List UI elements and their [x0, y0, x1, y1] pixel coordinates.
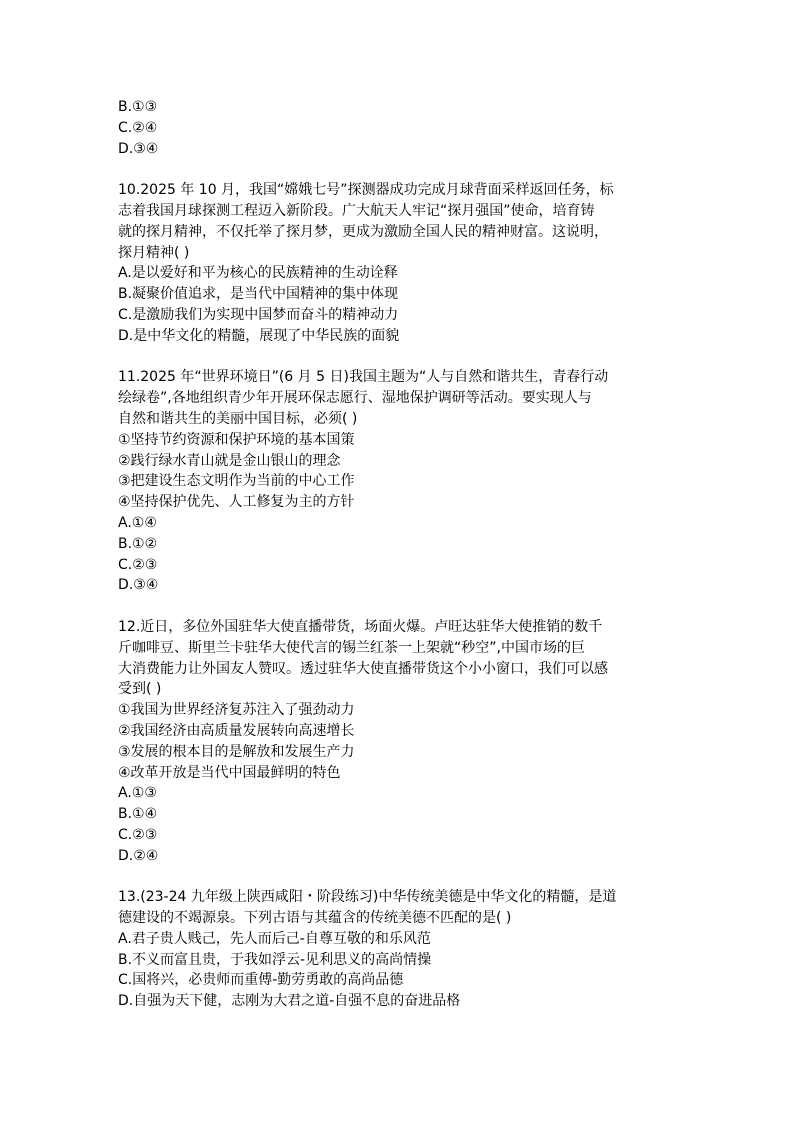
option-d: D.③④	[118, 577, 159, 594]
question-stem-line: 自然和谐共生的美丽中国目标，必须( )	[118, 410, 358, 427]
statement-item: ①坚持节约资源和保护环境的基本国策	[118, 431, 355, 448]
option-d: D.是中华文化的精髓，展现了中华民族的面貌	[118, 327, 400, 344]
statement-item: ①我国为世界经济复苏注入了强劲动力	[118, 702, 355, 719]
question-stem-line: 斤咖啡豆、斯里兰卡驻华大使代言的锡兰红茶一上架就“秒空”,中国市场的巨	[118, 639, 585, 656]
question-stem-line: 德建设的不竭源泉。下列古语与其蕴含的传统美德不匹配的是( )	[118, 910, 512, 927]
option-b: B.①②	[118, 535, 158, 552]
option-b: B.不义而富且贵，于我如浮云-见利思义的高尚情操	[118, 951, 432, 968]
option-c: C.②④	[118, 119, 158, 136]
question-stem-line: 志着我国月球探测工程迈入新阶段。广大航天人牢记“探月强国”使命，培育铸	[118, 202, 595, 219]
option-c: C.国将兴，必贵师而重傅-勤劳勇敢的高尚品德	[118, 972, 404, 989]
statement-item: ③发展的根本目的是解放和发展生产力	[118, 743, 355, 760]
question-stem-line: 12.近日，多位外国驻华大使直播带货，场面火爆。卢旺达驻华大使推销的数千	[118, 618, 603, 635]
question-10	[118, 180, 688, 346]
option-a: A.是以爱好和平为核心的民族精神的生动诠释	[118, 265, 398, 282]
option-b: B.①③	[118, 99, 158, 115]
page-content	[118, 97, 688, 1012]
question-stem-line: 13.(23-24 九年级上陕西咸阳・阶段练习)中华传统美德是中华文化的精髓，是道	[118, 889, 617, 906]
option-a: A.君子贵人贱己，先人而后己-自尊互敬的和乐风范	[118, 930, 431, 947]
option-d: D.②④	[118, 847, 159, 864]
question-stem-line: 大消费能力让外国友人赞叹。透过驻华大使直播带货这个小小窗口，我们可以感	[118, 660, 608, 677]
question-stem-line: 10.2025 年 10 月，我国“嫦娥七号”探测器成功完成月球背面采样返回任务，标	[118, 182, 614, 199]
statement-item: ④改革开放是当代中国最鲜明的特色	[118, 764, 341, 781]
previous-question-options	[118, 97, 688, 159]
question-stem-line: 绘绿卷”,各地组织青少年开展环保志愿行、湿地保护调研等活动。要实现人与	[118, 390, 592, 407]
option-c: C.②③	[118, 826, 158, 843]
question-stem-line: 受到( )	[118, 681, 162, 698]
question-11	[118, 367, 688, 596]
option-a: A.①④	[118, 514, 157, 531]
statement-item: ②践行绿水青山就是金山银山的理念	[118, 452, 341, 469]
statement-item: ③把建设生态文明作为当前的中心工作	[118, 473, 355, 490]
option-d: D.自强为天下健，志刚为大君之道-自强不息的奋进品格	[118, 993, 461, 1010]
option-b: B.①④	[118, 806, 158, 823]
question-stem-line: 探月精神( )	[118, 244, 190, 261]
statement-item: ④坚持保护优先、人工修复为主的方针	[118, 494, 355, 511]
question-stem-line: 11.2025 年“世界环境日”(6 月 5 日)我国主题为“人与自然和谐共生，青春行动	[118, 369, 609, 386]
option-c: C.是激励我们为实现中国梦而奋斗的精神动力	[118, 306, 399, 323]
question-13	[118, 887, 688, 1012]
option-a: A.①③	[118, 785, 157, 802]
question-12	[118, 617, 688, 867]
question-stem-line: 就的探月精神，不仅托举了探月梦，更成为激励全国人民的精神财富。这说明，	[118, 223, 608, 240]
option-d: D.③④	[118, 140, 159, 157]
option-b: B.凝聚价值追求，是当代中国精神的集中体现	[118, 286, 399, 303]
statement-item: ②我国经济由高质量发展转向高速增长	[118, 722, 355, 739]
option-c: C.②③	[118, 556, 158, 573]
